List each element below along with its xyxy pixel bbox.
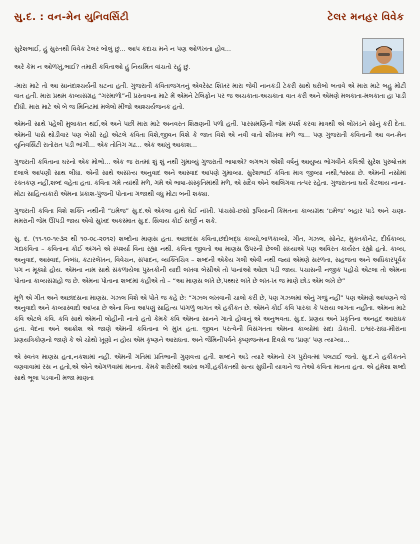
author-name: ટેલર મનહર વિવેક — [327, 12, 404, 23]
paragraph: એમની સાથે પહેલી મુલાકાત થઈ,એ અને પછી મારા માટે અનવરત શિક્ષણની પળો હતી. પારસમણિની જેમ સ્પર્શ કરવા માત્રથી એ લોખંડને સોનું કરી દેતા. એમની પાસે થોડીવાર પણ બેસી રહો એટલે કવિતા વિશે,જીવન વિશે કે જાત વિશે એ નવી વાતો શીખવા મળે જ... પણ ગુજરાતી કવિતાની આ વન-મેન યુનિવર્સિટી રાતોરાત પડી ભાંગી... એક તોતિંગ ગઢ... એક આખું આકાશ... — [14, 121, 406, 150]
article-header — [14, 12, 406, 34]
paragraph: -મારા માટે તો આ સાનંદાશ્ચર્યની ઘટના હતી. ગુજરાતી કવિતાજગતનું એવરેસ્ટ શિખર મારા જેવી નાનકડી ટેકરી સાથે ઘરોબો બતાવે એ મારા માટે બહુ મોટી વાત હતી. મારા પ્રથમ કાવ્યસંગ્રહ “ગરમાળો”ની પ્રસ્તાવના માટે મેં એમને ટેલિફોન પર જ અચકાતા-અચકાતા વાત કરી અને એમણે મલકાતા-મલકાતા હા પાડી દીધી. મારા માટે એ બે જ મિનિટમાં મલેલો મીંજો આશ્ચર્યજનક હતો. — [14, 83, 406, 111]
intro-line-2: અરે કેમ ન ઓળખું,ભાઈ? તમારી કવિતાઓ હું નિયમિત વાંચતો રહું છું. — [14, 62, 191, 71]
paragraph: ગુજરાતી કવિતા વિશે શક્તિ નથીની “ઇમેજ” સુ.દ.એ એકલા હાથે ઘેઈ નાંખી. પાંચસો-છસો રૂપિયાની કિંમતના કાવ્યગ્રંથ ‘ઇમેજ’ બહાર પાડે અને ચણા-મમરાની જેમ ઊપડી જાય એવો સુખદ અકસ્માત સુ.દ. સિવાય કોઈ સર્જી ન શકે. — [14, 208, 406, 226]
paragraph: સુ. દ. (૧૧-૧૦-૧૯૩૨ થી ૧૦-૦૮-૨૦૧૨) શબ્દોના માણસ હતા. અછાંદસ કવિતા,છંદોબદ્ધ કાવ્યો,બાળકાવ્યો, ગીત, ગઝલ, સોનેટ, મુક્તકોનેટ, દીર્ઘકાવ્ય, ગદ્યકવિતા – કવિતાના કોઈ અંગને એ સ્પર્શ્યા વિના રહ્યા નથી. કવિતા જીવતો આ માણસ ઉપરની છેલ્લી સંધ્યાએ પણ અવિરત કાર્યરત રહ્યો હતો. કાવ્ય, અનુવાદ, આસ્વાદ, નિબંધ, કટારલેખન, વિવેચન, સંપાદન, વ્યક્તિચિત્ર – શબ્દની એકેય ગલી એવી નથી જ્યાં એમણે સરળતા, સહજતા અને અધિકારપૂર્વક પગ ન મૂક્યો હોય. એમના નામ સાથે સંકળાયેલા પુસ્તકોની યાદી લખવા બેસીએ તો પાનાંઓ ઓછા પડી જાય. પચાસની નજીક પહોંચે એટલા તો એમના પોતાના કાવ્યસંગ્રહો જ છે. એમના પોતાના શબ્દમાં કહીએ તો – “આ માણસ લખે છે,પથ્થર લખે છે લખ-ખ જ માણે છોડ એમ લખે છે” — [14, 235, 406, 285]
author-photo — [362, 38, 404, 74]
paragraph: મૂળે એ ગીત અને અછાંદસના માણસ. ગઝલ વિશે એ પોતે જ કહે છે: “ગઝલ લખવાની ચાલો કરી છે, પણ ગઝલમાં એનું ગજું નહીં” પણ એમણે આપણને જે અનુવાદો અને કાવ્યાસ્વાદો આપ્યા છે એના વિના આપણું સાહિત્ય પાંગળું લાગત એ હકીકત છે. એમને કોઈ કવિ પારકા કે પરાયા લાગતા નહીંતા. એમના માટે કવિ એટલે કવિ. કવિ સાથે એમની લોહીની નાતો હતો કેમકે કવિ એમના સાનને ગાતો હોવાનું એ અનુભવતા. સુ.દ. પ્રણય અને પ્રકૃતિના અનહદ આરાધક હતા. વેદના અને આક્રોશ એ જાણે એમની કવિતાના બે મુખ હતા. જીવન પરત્વેની વિસંગતતા એમના કાવ્યોમાં સદા ડોકાતી. ઇશ્વર-રાધા-મીરાંના પ્રણયત્રિકોણનો જાણે કે એ ચોથો ખૂણો ન હોય એમ કૃષ્ણને આરાધતા. અને જૈમિનીપર્વને કૃષ્ણજન્મના દિવસે જ ‘પ્રાણ’ પણ ત્યાગ્યા... — [14, 294, 406, 344]
article-title: સુ.દ. : વન-મેન યુનિવર્સિટી — [14, 12, 129, 23]
paragraph: ગુજરાતી કવિતાના ઘરનો એક મોભો... એક જ રાતમાં શું શું નથી ગુમાવ્યું ગુજરાતી ભાષાએ? લગભગ એંશી વર્ષનું આયુષ્ય ભોગવીને કવિશ્રી સુરેશ પુરુષોત્તમ દલાલે આપણી સાથ લીધા. એની સાથે અસંખ્ય અનુવાદ અને આસ્વાદ આપણે ગુમાવ્યા. સુરેશભાઈ કવિતા માત્ર જીવ્યા નથી,શ્વસ્યા છે. એમની નસોમાં રક્તકણ નહીં,શબ્દ વહેતા હતા. કવિતા ગમે ત્યાંથી મળે, ગમે એ ભાષા-સંસ્કૃતિમાંથી મળે, એ સદૈવ એને આલિંગવા તત્પર રહેતા. ગુજરાતના ઘર્યે કેટલાય નાના-મોટા સાહિત્યકારો એમના પ્રકાશ-પુંજની પોતાના ગજાથી વધુ મોટા બની શક્યા. — [14, 159, 406, 198]
paragraph: એ સ્વતંત્ર માણસ હતા,નકશામાં નહીં. એમની ગતિમાં પ્રતિભાની ગુણવત્તા હતી. શબ્દને અડે ત્યારે એમનો રંગ પુરોવત્માં પલટાઈ જતો. સુ.દ.ને હકીકતને વણવાવામાં રસ ન હતો,એ એને ઓગળવામાં માનતા. કેમકે શરીરથી આખા લગી,હકીકતથી સત્ય સુધીની યાત્રાને જ તેઓ કવિતા માનતા હતા. એ હંમેશા શબ્દો સાથે ભૂલા પડવાની મજા માણતા — [14, 353, 406, 382]
intro-dialogue — [14, 44, 344, 72]
intro-line-1: સુરેશભાઈ, હું સુરતથી વિવેક ટેલર બોલું છું... આપ કદાચ મને ન પણ ઓળખતા હોવ... — [14, 45, 231, 53]
